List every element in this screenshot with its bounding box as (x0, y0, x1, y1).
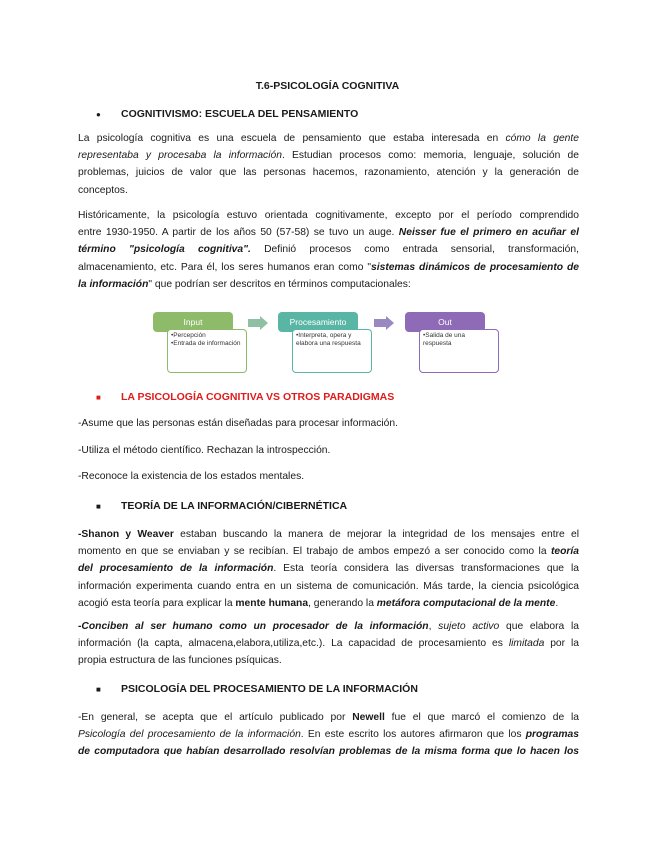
text: que elabora la (499, 621, 579, 632)
page-title: T.6-PSICOLOGÍA COGNITIVA (255, 80, 400, 92)
bullet-icon: ■ (96, 684, 101, 694)
text: , (428, 621, 439, 632)
text: . Esta teoría considera las diversas transformaciones que la (273, 563, 579, 575)
process-box (278, 312, 372, 376)
heading-text: TEORÍA DE LA INFORMACIÓN/CIBERNÉTICA (121, 500, 348, 512)
text-bold-italic: sistemas dinámicos de procesamiento de (371, 261, 579, 273)
list-item: -Reconoce la existencia de los estados mentales. (78, 471, 305, 482)
text-bold-italic: Neisser fue el primero en acuñar el (398, 227, 579, 239)
text: , generando la (308, 597, 377, 609)
bullet-icon: ■ (96, 501, 101, 511)
process-header: Procesamiento (278, 312, 358, 332)
paragraph-history (78, 207, 579, 293)
process-item: •Interpreta, opera y elabora una respuesta (296, 332, 361, 347)
text: propia estructura de las funciones psíquicas. (78, 655, 282, 667)
text-italic: cómo la gente (505, 133, 579, 144)
out-box (405, 312, 499, 376)
input-header: Input (153, 312, 233, 332)
text: información experimenta cuando entra en un sistema de comunicación. Más tarde, la ciencia psicológica (78, 580, 579, 592)
text-bold: -Shanon y Weaver (78, 529, 174, 540)
text-bold-italic: de computadora que habían desarrollado resolvían problemas de la misma forma que lo hacen los (78, 746, 579, 758)
text: problemas, juicios de valor que las personas hacemos, razonamiento, atención y la generación de (78, 167, 579, 179)
text-bold: mente humana (235, 597, 309, 609)
input-item: •Percepción (171, 332, 206, 339)
text-bold-italic: la información (78, 278, 149, 290)
heading-text: LA PSICOLOGÍA COGNITIVA VS OTROS PARADIGMAS (121, 391, 395, 403)
section-heading-paradigmas (96, 391, 394, 403)
heading-text: PSICOLOGÍA DEL PROCESAMIENTO DE LA INFORMACIÓN (121, 683, 418, 695)
paragraph-shanon-weaver (78, 526, 579, 612)
paragraph-newell (78, 709, 579, 761)
input-item: •Entrada de información (171, 340, 241, 347)
paragraph-conciben (78, 618, 579, 670)
input-box (153, 312, 247, 376)
text-bold: Newell (352, 712, 385, 723)
text-bold-italic: -Conciben al ser humano como un procesador de la información (78, 621, 429, 632)
bullet-icon: ■ (96, 392, 101, 402)
text: entre 1930-1950. A partir de los años 50 (57-58) se tuvo un auge. (78, 227, 399, 239)
heading-text: COGNITIVISMO: ESCUELA DEL PENSAMIENTO (121, 108, 359, 120)
text: conceptos. (78, 184, 128, 196)
text: -En general, se acepta que el artículo publicado por (78, 712, 353, 723)
paragraph-intro (78, 130, 579, 199)
text-bold-italic: metáfora computacional de la mente (376, 597, 556, 609)
section-heading-procesamiento (96, 683, 418, 695)
section-heading-teoria (96, 500, 347, 512)
text: . (555, 597, 559, 609)
list-item: -Utiliza el método científico. Rechazan la introspección. (78, 445, 331, 456)
text-italic: sujeto activo (438, 621, 500, 632)
process-body (292, 329, 372, 373)
text-italic: limitada (508, 638, 545, 650)
text-bold-italic: teoría (550, 546, 579, 558)
list-item: -Asume que las personas están diseñadas para procesar información. (78, 418, 398, 429)
text: " que podrían ser descritos en términos computacionales: (148, 278, 411, 290)
bullet-icon: ● (96, 109, 101, 119)
text: por la (544, 638, 579, 650)
text: estaban buscando la manera de mejorar la integridad de los mensajes entre el (173, 529, 579, 540)
text: Definió procesos como entrada sensorial, transformación, (250, 244, 579, 256)
input-body (167, 329, 247, 373)
text-italic: representaba y procesaba la información (78, 150, 282, 162)
text: acogió esta teoría para explicar la (78, 597, 236, 609)
arrow-right-icon (374, 316, 394, 330)
text: fue el que marcó el comienzo de la (384, 712, 579, 723)
text: La psicología cognitiva es una escuela de pensamiento que estaba interesada en (78, 133, 506, 144)
text-italic: Psicología del procesamiento de la información (78, 729, 301, 741)
section-heading-cognitivismo (96, 108, 358, 120)
out-item: •Salida de una respuesta (423, 332, 466, 347)
out-header: Out (405, 312, 485, 332)
text: información (la capta, almacena,elabora,utiliza,etc.). La capacidad de procesamiento es (78, 638, 509, 650)
text: Históricamente, la psicología estuvo orientada cognitivamente, excepto por el período comprendido (78, 210, 579, 221)
out-body (419, 329, 499, 373)
text: . En este escrito los autores afirmaron que los (300, 729, 526, 741)
text: . Estudian procesos como: memoria, lenguaje, solución de (281, 150, 579, 162)
text-bold-italic: término "psicología cognitiva". (78, 244, 251, 256)
text-bold-italic: del procesamiento de la información (78, 563, 274, 575)
text: momento en que se enviaban y se recibían. El trabajo de ambos empezó a ser conocido como la (78, 546, 551, 558)
text-bold-italic: programas (525, 729, 579, 741)
process-diagram (153, 312, 518, 376)
arrow-right-icon (248, 316, 268, 330)
text: almacenamiento, etc. Para él, los seres humanos eran como " (78, 261, 372, 273)
